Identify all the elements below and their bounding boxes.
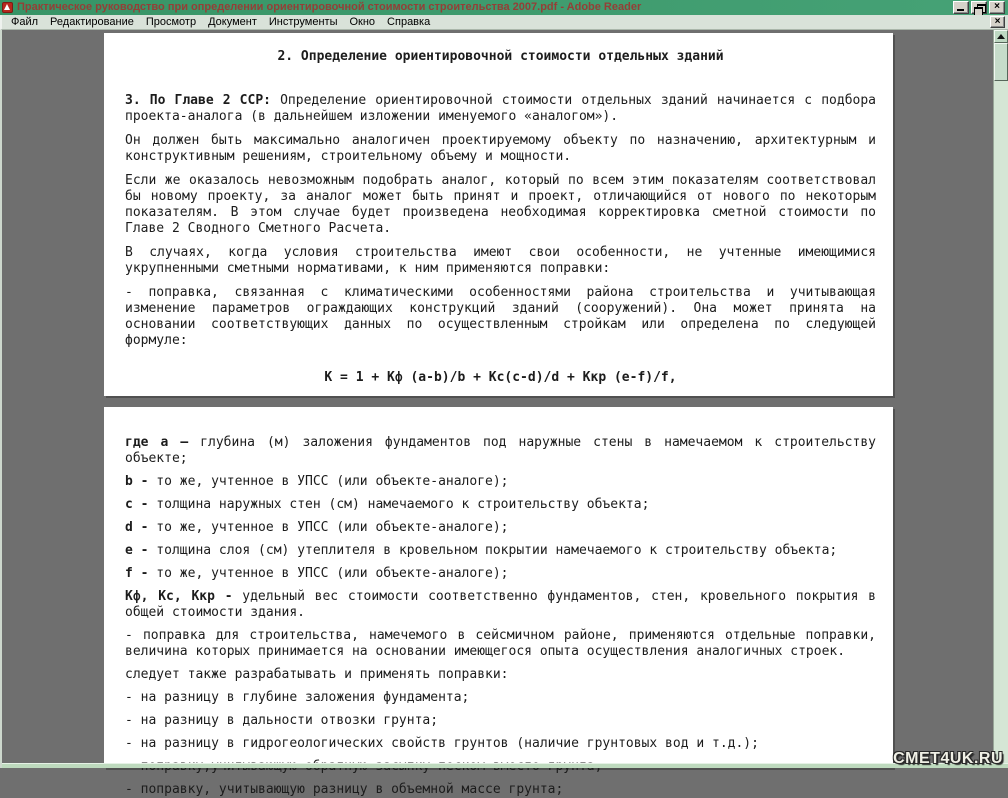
formula: К = 1 + Кф (a-b)/b + Кс(c-d)/d + Ккр (e-f)/f,: [324, 370, 677, 385]
list-item: - на разницу в глубине заложения фундамента;: [125, 690, 470, 705]
menu-item[interactable]: Инструменты: [268, 16, 338, 28]
page1-paragraphs: [125, 93, 876, 349]
section-heading: 2. Определение ориентировочной стоимости отдельных зданий: [277, 49, 724, 64]
window-title: Практическое руководство при определении ориентировочной стоимости строительства 2007.pdf - Adobe Reader: [17, 1, 642, 13]
menu-item[interactable]: Файл: [11, 16, 39, 28]
list-item: d - то же, учтенное в УПСС (или объекте-аналоге);: [125, 520, 509, 535]
list-item: f - то же, учтенное в УПСС (или объекте-аналоге);: [125, 566, 509, 581]
list-item: e - толщина слоя (см) утеплителя в кровельном покрытии намечаемого к строительству объекта;: [125, 543, 838, 558]
list-item: - поправка для строительства, намечемого в сейсмичном районе, применяются отдельные поправки, величина которых принимается на основании имеющегося опыта осуществления аналогичных строек.: [125, 628, 876, 659]
clipped-last-line: - поправку, учитывающую разницу в объемной массе грунта;: [125, 782, 564, 797]
watermark: CMET4UK.RU: [893, 750, 1003, 767]
taskbar-edge-strip: [2, 763, 1008, 768]
title-bar: [0, 0, 1008, 15]
paragraph: В случаях, когда условия строительства имеют свои особенности, не учтенные имеющимися укрупненными сметными нормативами, к ним применяются поправки:: [125, 245, 876, 276]
close-icon[interactable]: ×: [989, 1, 1005, 14]
list-item: где a – глубина (м) заложения фундаментов под наружные стены в намечаемом к строительству объекте;: [125, 435, 876, 466]
list-item: c - толщина наружных стен (см) намечаемого к строительству объекта;: [125, 497, 650, 512]
paragraph: Если же оказалось невозможным подобрать аналог, который по всем этим показателям соответствовал бы новому проекту, за аналог может быть принят и проект, отличающийся от нового по некоторым показателям. В этом случае будет произведена необходимая корректировка сметной стоимости по Главе 2 Сводного Сметного Расчета.: [125, 173, 876, 236]
list-item: b - то же, учтенное в УПСС (или объекте-аналоге);: [125, 474, 509, 489]
list-item: - на разницу в дальности отвозки грунта;: [125, 713, 439, 728]
vertical-scrollbar[interactable]: [993, 30, 1008, 768]
scrollbar-up-button[interactable]: [994, 30, 1008, 43]
document-close-icon[interactable]: ×: [990, 16, 1005, 28]
paragraph: Он должен быть максимально аналогичен проектируемому объекту по назначению, архитектурным и конструктивным решениям, строительному объему и мощности.: [125, 133, 876, 164]
restore-icon[interactable]: [971, 1, 987, 14]
pdf-page-2: [104, 407, 893, 797]
menu-bar: [0, 15, 1008, 30]
menu-item[interactable]: Окно: [349, 16, 376, 28]
arrow-up-icon: [997, 34, 1005, 39]
menu-item[interactable]: Просмотр: [145, 16, 197, 28]
paragraph: 3. По Главе 2 ССР: Определение ориентировочной стоимости отдельных зданий начинается с подбора проекта-аналога (в дальнейшем изложении именуемого «аналогом»).: [125, 93, 876, 124]
menu-item[interactable]: Документ: [208, 16, 257, 28]
list-item: - на разницу в гидрогеологических свойств грунтов (наличие грунтовых вод и т.д.);: [125, 736, 759, 751]
scrollbar-thumb[interactable]: [994, 43, 1008, 81]
adobe-reader-icon: [2, 2, 13, 13]
document-viewport: [0, 30, 1008, 797]
minimize-icon[interactable]: [953, 1, 969, 14]
window-controls: [953, 1, 1006, 14]
list-item: Кф, Кс, Ккр - удельный вес стоимости соответственно фундаментов, стен, кровельного покрытия в общей стоимости здания.: [125, 589, 876, 620]
menu-item[interactable]: Редактирование: [50, 16, 134, 28]
menu-item[interactable]: Справка: [387, 16, 431, 28]
paragraph: - поправка, связанная с климатическими особенностями района строительства и учитывающая изменение параметров ограждающих конструкций зданий (сооружений). Она может принята на основании соответствующих данных по осуществленным стройкам или определена по следующей формуле:: [125, 285, 876, 348]
list-item: следует также разрабатывать и применять поправки:: [125, 667, 509, 682]
pdf-page-1: [104, 33, 893, 396]
page2-items: [125, 435, 876, 775]
